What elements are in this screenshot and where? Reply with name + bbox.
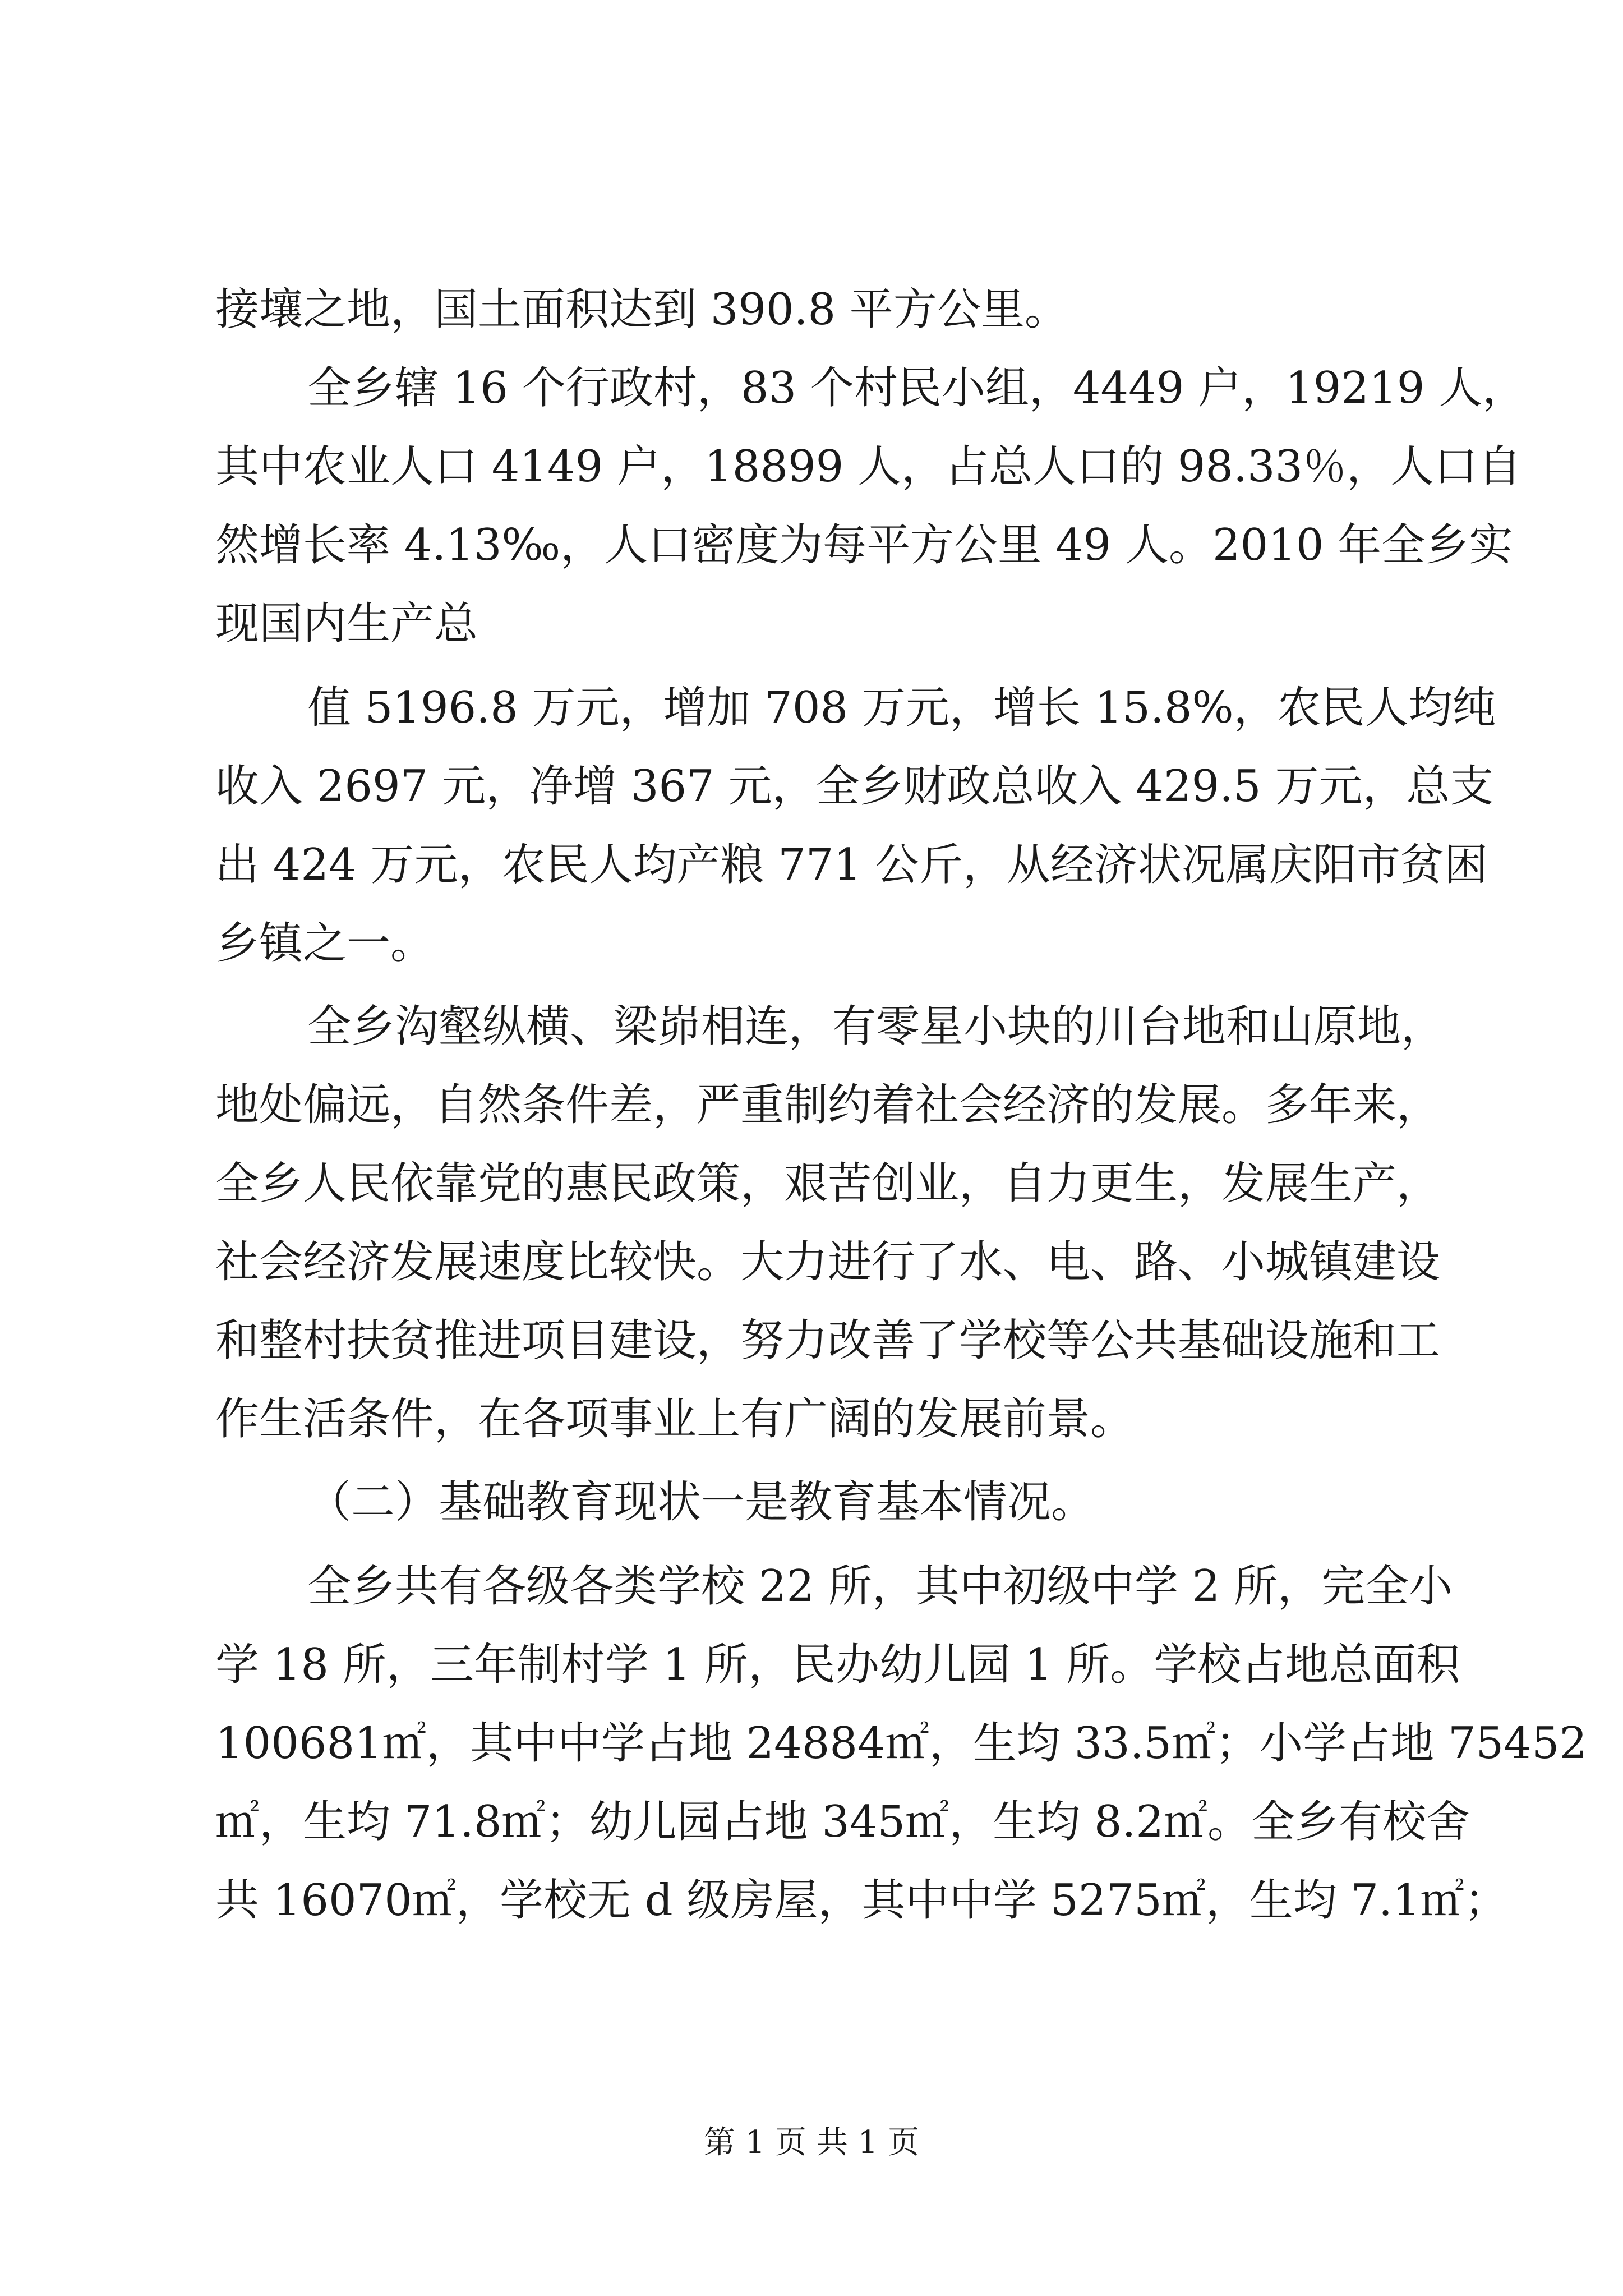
text-line: 100681㎡，其中中学占地 24884㎡，生均 33.5㎡；小学占地 75452 (215, 1718, 1588, 1769)
text-line: 接壤之地，国土面积达到 390.8 平方公里。 (215, 284, 1068, 335)
text-line: 出 424 万元，农民人均产粮 771 公斤，从经济状况属庆阳市贫困 (215, 840, 1488, 890)
text-line: 现国内生产总 (215, 599, 478, 649)
text-line: ㎡，生均 71.8㎡；幼儿园占地 345㎡，生均 8.2㎡。全乡有校舍 (215, 1797, 1470, 1847)
text-line: 全乡人民依靠党的惠民政策，艰苦创业，自力更生，发展生产， (215, 1158, 1441, 1209)
text-line: 地处偏远，自然条件差，严重制约着社会经济的发展。多年来， (215, 1080, 1441, 1130)
text-line: 其中农业人口 4149 户，18899 人，占总人口的 98.33％，人口自 (215, 441, 1522, 492)
text-line: 全乡共有各级各类学校 22 所，其中初级中学 2 所，完全小 (307, 1561, 1453, 1612)
text-line: 全乡辖 16 个行政村，83 个村民小组，4449 户，19219 人， (307, 363, 1527, 413)
text-line: 社会经济发展速度比较快。大力进行了水、电、路、小城镇建设 (215, 1237, 1441, 1287)
text-line: 全乡沟壑纵横、梁峁相连，有零星小块的川台地和山原地， (307, 1001, 1445, 1052)
text-line: 共 16070㎡，学校无 d 级房屋，其中中学 5275㎡，生均 7.1㎡； (215, 1875, 1508, 1926)
text-line: 值 5196.8 万元，增加 708 万元，增长 15.8%，农民人均纯 (307, 683, 1496, 733)
text-line: 然增长率 4.13‰，人口密度为每平方公里 49 人。2010 年全乡实 (215, 520, 1513, 570)
text-line: 作生活条件，在各项事业上有广阔的发展前景。 (215, 1394, 1135, 1444)
section-heading: （二）基础教育现状一是教育基本情况。 (307, 1477, 1095, 1527)
text-line: 乡镇之一。 (215, 918, 435, 969)
page-footer: 第 1 页 共 1 页 (703, 2124, 920, 2161)
text-line: 学 18 所，三年制村学 1 所，民办幼儿园 1 所。学校占地总面积 (215, 1640, 1460, 1690)
text-line: 和整村扶贫推进项目建设，努力改善了学校等公共基础设施和工 (215, 1315, 1441, 1366)
text-line: 收入 2697 元，净增 367 元，全乡财政总收入 429.5 万元，总支 (215, 761, 1494, 812)
